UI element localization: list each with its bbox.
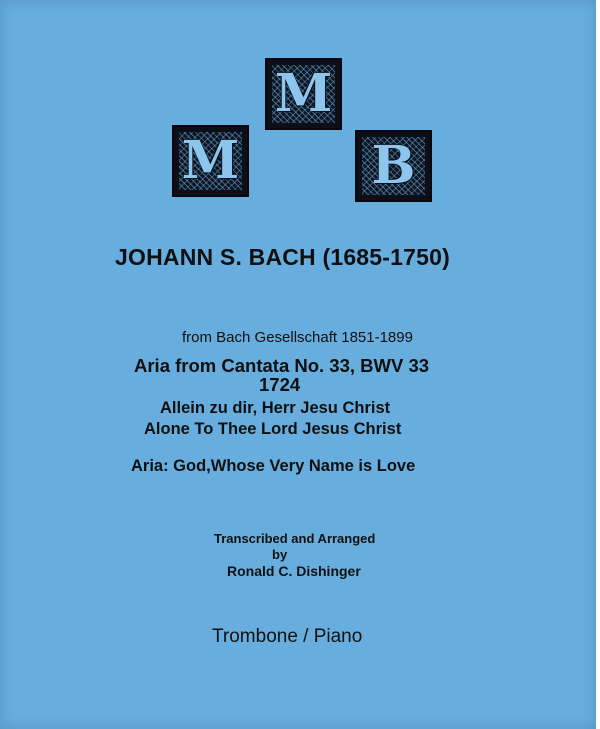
german-title: Allein zu dir, Herr Jesu Christ	[160, 399, 391, 417]
logo-letter-m-left: M	[181, 130, 240, 191]
arranger-name: Ronald C. Dishinger	[227, 563, 361, 579]
instrumentation: Trombone / Piano	[212, 626, 363, 647]
source-line: from Bach Gesellschaft 1851-1899	[182, 329, 413, 346]
work-year: 1724	[259, 374, 301, 395]
logo-letter-b: B	[371, 135, 416, 196]
english-title: Alone To Thee Lord Jesus Christ	[144, 420, 402, 438]
composer-heading: JOHANN S. BACH (1685-1750)	[115, 244, 450, 270]
logo-letter-m-top: M	[274, 63, 333, 124]
work-title: Aria from Cantata No. 33, BWV 33	[134, 355, 430, 376]
credit-by: by	[272, 547, 288, 562]
credit-line: Transcribed and Arranged	[214, 531, 376, 546]
logo-m-top-block	[265, 58, 342, 130]
page-edge	[596, 0, 600, 729]
logo-m-left-block	[172, 125, 249, 197]
logo-b-right-block	[355, 130, 432, 202]
aria-title: Aria: God,Whose Very Name is Love	[131, 457, 416, 475]
